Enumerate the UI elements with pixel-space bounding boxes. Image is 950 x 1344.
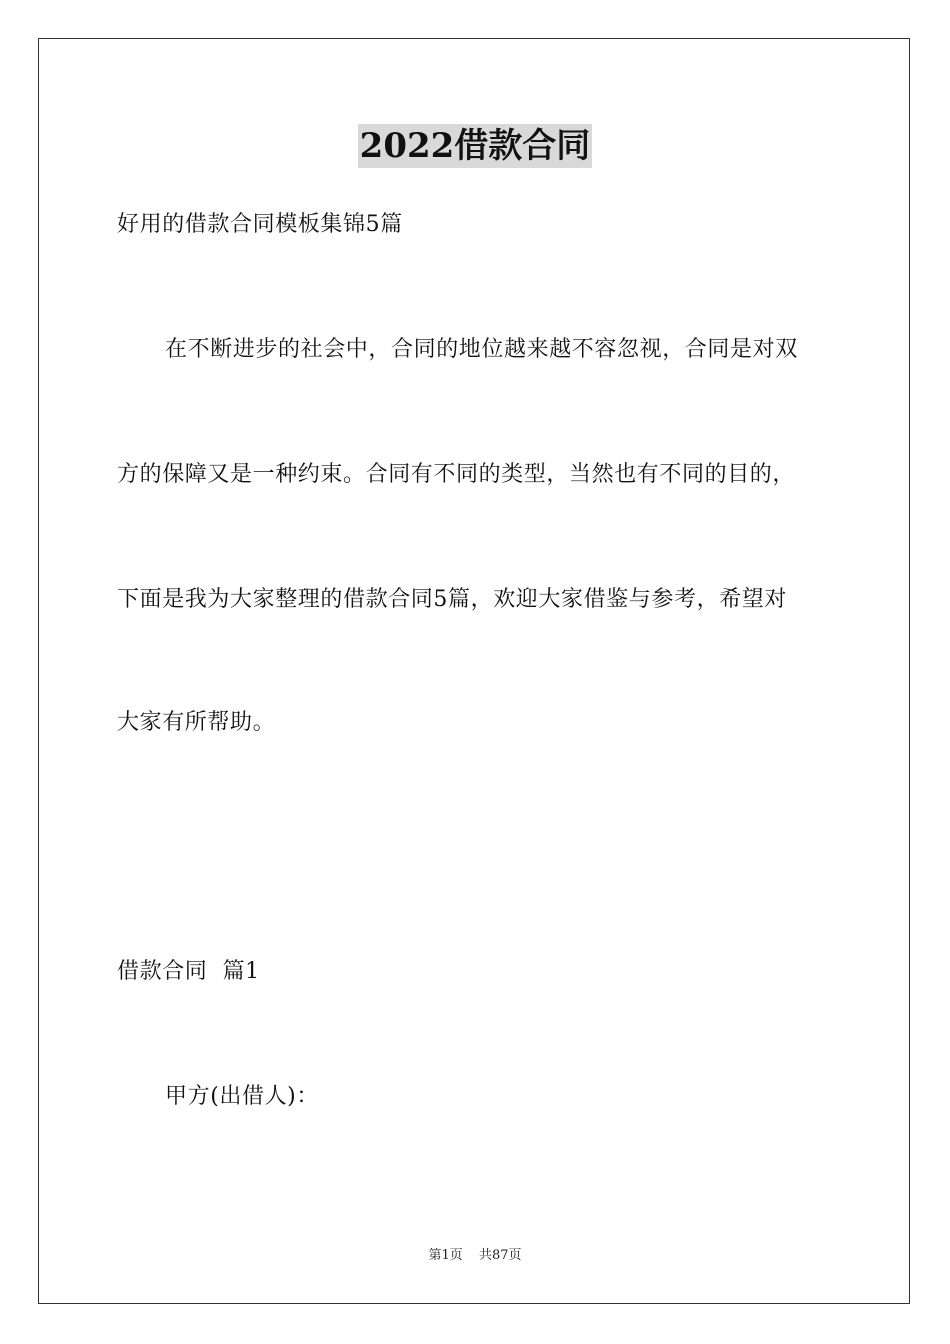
title-container xyxy=(0,124,950,168)
intro-paragraph-line: 方的保障又是一种约束。合同有不同的类型，当然也有不同的目的， xyxy=(117,462,796,487)
total-pages: 共87页 xyxy=(478,1248,522,1263)
document-title: 2022借款合同 xyxy=(359,126,591,166)
intro-paragraph-line: 大家有所帮助。 xyxy=(117,710,276,735)
intro-paragraph-line: 下面是我为大家整理的借款合同5篇，欢迎大家借鉴与参考，希望对 xyxy=(117,587,787,612)
section-heading: 借款合同 篇1 xyxy=(117,959,260,984)
page-number: 第1页 xyxy=(428,1248,463,1263)
document-subtitle: 好用的借款合同模板集锦5篇 xyxy=(117,212,403,237)
page-footer xyxy=(0,1247,950,1265)
party-a-label: 甲方(出借人)： xyxy=(165,1084,319,1109)
intro-paragraph-line: 在不断进步的社会中，合同的地位越来越不容忽视，合同是对双 xyxy=(165,337,798,362)
